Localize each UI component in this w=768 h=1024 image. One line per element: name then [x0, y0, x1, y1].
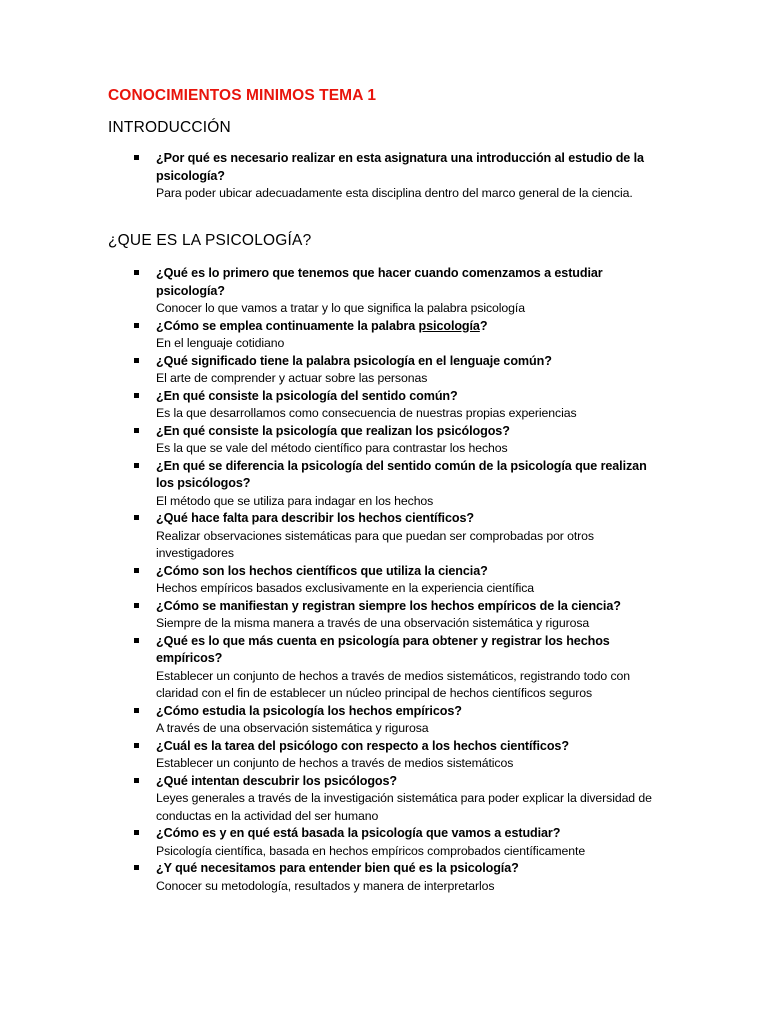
qa-item: [156, 265, 666, 318]
qa-item: [156, 738, 666, 773]
answer-text: Establecer un conjunto de hechos a través de medios sistemáticos: [156, 756, 514, 770]
question-text: ¿Cómo estudia la psicología los hechos empíricos?: [156, 703, 462, 718]
bullet-square-icon: [134, 638, 139, 643]
bullet-square-icon: [134, 323, 139, 328]
answer-text: En el lenguaje cotidiano: [156, 336, 285, 350]
qa-item: [156, 598, 666, 633]
bullet-square-icon: [134, 515, 139, 520]
answer-text: Es la que se vale del método científico para contrastar los hechos: [156, 441, 508, 455]
bullet-square-icon: [134, 463, 139, 468]
bullet-square-icon: [134, 603, 139, 608]
question-text-suffix: ?: [479, 318, 488, 333]
bullet-square-icon: [134, 830, 139, 835]
section-heading-que-es-la-psicologia: ¿QUE ES LA PSICOLOGÍA?: [108, 232, 312, 249]
question-text: ¿Cómo son los hechos científicos que utiliza la ciencia?: [156, 563, 488, 578]
section-heading-introduccion: INTRODUCCIÓN: [108, 119, 231, 136]
answer-text: Establecer un conjunto de hechos a través de medios sistemáticos, registrando todo con claridad con el fin de establecer un núcleo principal de hechos científicos seguros: [156, 668, 630, 700]
answer-text: Es la que desarrollamos como consecuencia de nuestras propias experiencias: [156, 406, 577, 420]
answer-text: Psicología científica, basada en hechos empíricos comprobados científicamente: [156, 843, 586, 858]
bullet-square-icon: [134, 865, 139, 870]
question-text: ¿Qué significado tiene la palabra psicología en el lenguaje común?: [156, 353, 552, 368]
answer-text: Conocer su metodología, resultados y manera de interpretarlos: [156, 878, 495, 893]
answer-text: Hechos empíricos basados exclusivamente en la experiencia científica: [156, 581, 535, 595]
bullet-square-icon: [134, 270, 139, 275]
qa-item: [156, 825, 666, 860]
qa-list-introduccion: [156, 150, 666, 203]
bullet-square-icon: [134, 358, 139, 363]
qa-item: [156, 423, 666, 458]
question-text: ¿Cómo se manifiestan y registran siempre los hechos empíricos de la ciencia?: [156, 598, 621, 613]
answer-text: Para poder ubicar adecuadamente esta disciplina dentro del marco general de la ciencia.: [156, 186, 633, 200]
bullet-square-icon: [134, 428, 139, 433]
question-text: ¿Qué es lo primero que tenemos que hacer cuando comenzamos a estudiar psicología?: [156, 266, 603, 298]
qa-item: [156, 773, 666, 826]
answer-text: A través de una observación sistemática y rigurosa: [156, 721, 429, 735]
qa-item: [156, 510, 666, 563]
question-text: ¿Cuál es la tarea del psicólogo con respecto a los hechos científicos?: [156, 738, 569, 753]
question-text: ¿Qué hace falta para describir los hechos científicos?: [156, 511, 474, 525]
qa-item: [156, 388, 666, 423]
qa-list-psicologia: [156, 265, 666, 895]
question-text: ¿En qué se diferencia la psicología del sentido común de la psicología que realizan los psicólogos?: [156, 458, 647, 490]
qa-item: [156, 150, 666, 203]
bullet-square-icon: [134, 568, 139, 573]
question-text: ¿Por qué es necesario realizar en esta asignatura una introducción al estudio de la psicología?: [156, 151, 644, 183]
qa-item: [156, 633, 666, 703]
answer-text: Leyes generales a través de la investigación sistemática para poder explicar la diversidad de conductas en la actividad del ser humano: [156, 791, 652, 823]
qa-item: [156, 563, 666, 598]
question-text: ¿En qué consiste la psicología del sentido común?: [156, 388, 458, 403]
bullet-square-icon: [134, 155, 139, 160]
question-text: ¿Qué es lo que más cuenta en psicología para obtener y registrar los hechos empíricos?: [156, 633, 610, 665]
question-text: [156, 318, 666, 336]
answer-text: El método que se utiliza para indagar en los hechos: [156, 493, 434, 508]
question-text: ¿Qué intentan descubrir los psicólogos?: [156, 773, 398, 788]
bullet-square-icon: [134, 393, 139, 398]
question-text-prefix: ¿Cómo se emplea continuamente la palabra: [156, 318, 419, 333]
qa-item: [156, 353, 666, 388]
bullet-square-icon: [134, 778, 139, 783]
bullet-square-icon: [134, 743, 139, 748]
question-text: ¿Y qué necesitamos para entender bien qué es la psicología?: [156, 861, 519, 875]
bullet-square-icon: [134, 708, 139, 713]
answer-text: El arte de comprender y actuar sobre las personas: [156, 371, 428, 385]
answer-text: Realizar observaciones sistemáticas para que puedan ser comprobadas por otros investigadores: [156, 528, 594, 560]
question-text: ¿En qué consiste la psicología que realizan los psicólogos?: [156, 423, 510, 438]
document-title: CONOCIMIENTOS MINIMOS TEMA 1: [108, 87, 377, 104]
answer-text: Conocer lo que vamos a tratar y lo que significa la palabra psicología: [156, 301, 525, 315]
qa-item: [156, 458, 666, 511]
qa-item: [156, 703, 666, 738]
answer-text: Siempre de la misma manera a través de una observación sistemática y rigurosa: [156, 616, 590, 630]
qa-item: [156, 860, 666, 895]
qa-item: [156, 318, 666, 353]
question-text: ¿Cómo es y en qué está basada la psicología que vamos a estudiar?: [156, 826, 561, 840]
underlined-word: psicología: [418, 318, 480, 333]
